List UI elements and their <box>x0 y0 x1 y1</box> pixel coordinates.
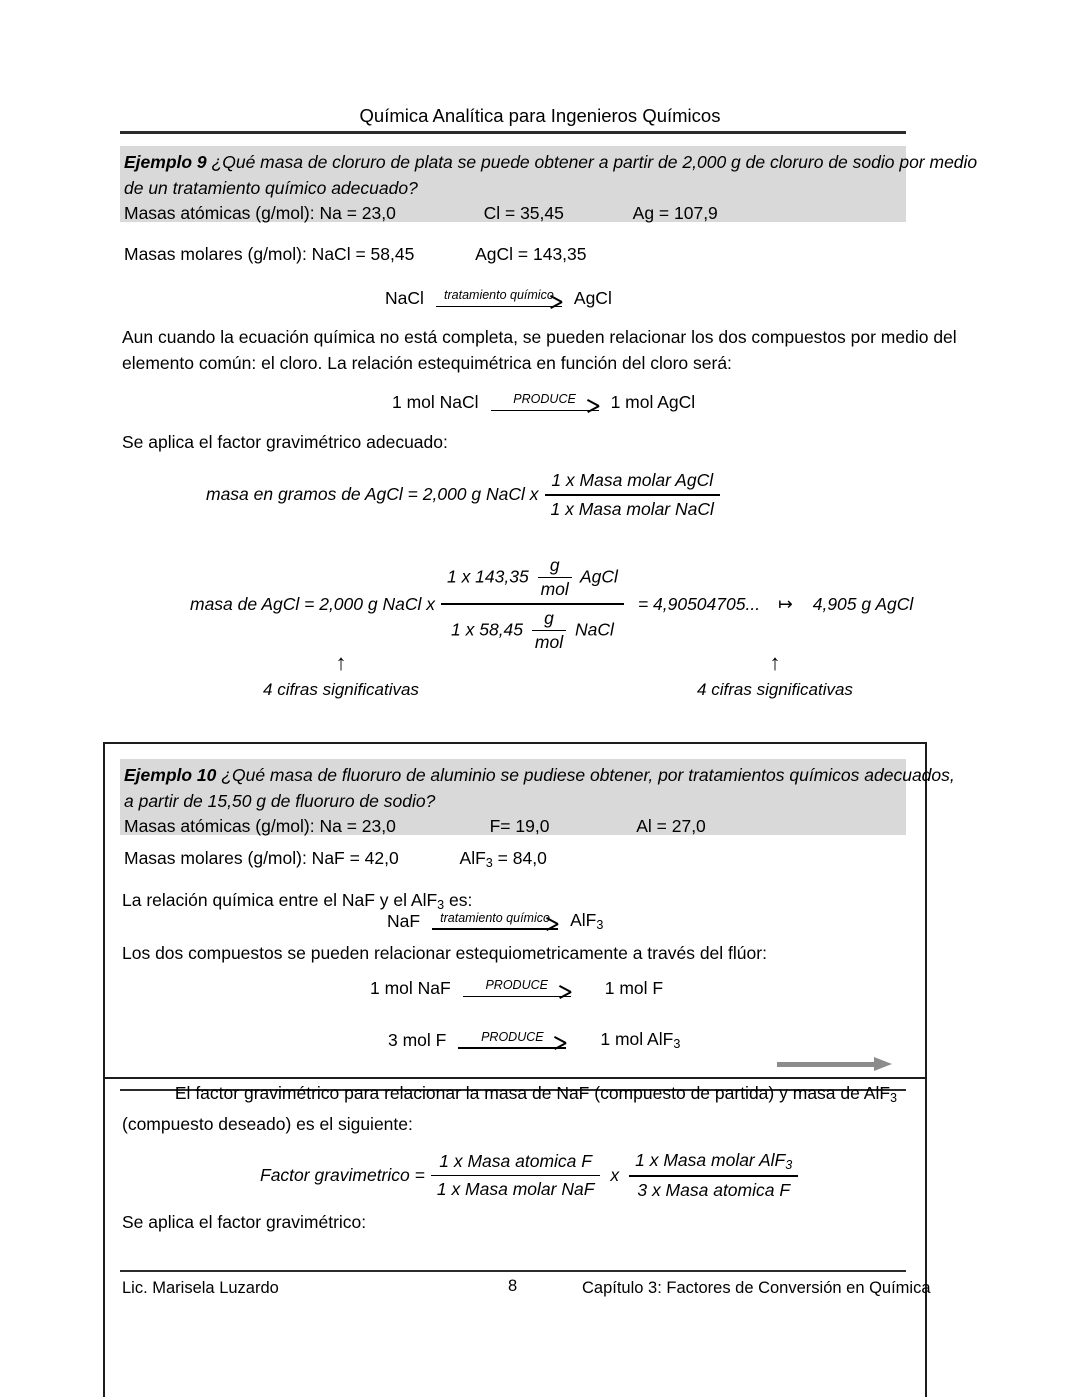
example9-den-unit-bottom: mol <box>534 632 564 653</box>
example10-relation-text: La relación química entre el NaF y el AlF$_3$ es: <box>122 890 473 913</box>
example9-symbolic-numerator: 1 x Masa molar AgCl <box>551 470 714 490</box>
example9-molar-masses-label: Masas molares (g/mol): NaCl = 58,45 <box>124 244 415 264</box>
example9-symbolic-formula-lead: masa en gramos de AgCl = 2,000 g NaCl x <box>206 484 539 505</box>
example10-reaction-arrow-label: tratamiento químico <box>440 910 550 925</box>
example9-molar-masses <box>124 242 587 267</box>
example10-question-line1: ¿Qué masa de fluoruro de aluminio se pudiese obtener, por tratamientos químicos adecuados, <box>221 765 955 785</box>
example10-label: Ejemplo 10 <box>124 765 217 785</box>
up-arrow-icon: ↑ <box>335 650 347 675</box>
footer-page-number: 8 <box>508 1277 518 1295</box>
example10-factor-fraction-2 <box>629 1150 798 1201</box>
maps-to-icon: ↦ <box>778 593 793 614</box>
example10-box-top-border <box>103 742 927 744</box>
example10-atomic-mass-al: Al = 27,0 <box>636 816 706 836</box>
example10-reaction-arrow-group <box>387 910 603 932</box>
example9-mole-relation-left: 1 mol NaCl <box>392 392 479 412</box>
example10-mole-relation-2-right: 1 mol AlF$_3$ <box>600 1029 681 1052</box>
example9-sigfig-right-text: 4 cifras significativas <box>697 680 853 699</box>
header-rule <box>120 131 906 134</box>
footer-chapter: Capítulo 3: Factores de Conversión en Química <box>582 1279 931 1297</box>
example10-f1-denominator: 1 x Masa molar NaF <box>436 1179 595 1200</box>
example10-molar-masses-label: Masas molares (g/mol): NaF = 42,0 <box>124 848 399 868</box>
gram-per-mol-unit <box>532 608 566 653</box>
example10-molar-masses <box>124 846 547 876</box>
example9-reaction-right: AgCl <box>573 288 612 308</box>
example9-num-suffix: AgCl <box>580 566 618 587</box>
example9-numeric-numerator <box>441 555 624 600</box>
example9-numeric-formula-lead: masa de AgCl = 2,000 g NaCl x <box>190 593 435 614</box>
example10-factor-fraction-1 <box>431 1151 601 1201</box>
example9-question-line1: ¿Qué masa de cloruro de plata se puede obtener a partir de 2,000 g de cloruro de sodio por medio <box>211 152 978 172</box>
reaction-arrow-icon <box>436 290 562 308</box>
produce-arrow-icon <box>491 394 599 412</box>
example10-reaction-right: AlF$_3$ <box>570 910 604 933</box>
example9-numeric-formula <box>190 555 913 653</box>
example10-mole-relation-2-left: 3 mol F <box>388 1029 447 1050</box>
example9-question-line2: de un tratamiento químico adecuado? <box>124 177 418 198</box>
footer-author: Lic. Marisela Luzardo <box>122 1279 279 1297</box>
produce-arrow-icon <box>463 980 571 998</box>
example9-atomic-mass-cl: Cl = 35,45 <box>483 203 564 223</box>
multiplication-symbol: x <box>610 1164 620 1185</box>
example9-num-unit-bottom: mol <box>540 579 569 600</box>
example10-factor-paragraph-line1: El factor gravimétrico para relacionar la masa de NaF (compuesto de partida) y masa de AlF$_3$ <box>174 1083 898 1106</box>
example9-final-result: 4,905 g AgCl <box>812 593 914 614</box>
footer-rule <box>120 1270 906 1272</box>
subscript-3: 3 <box>596 918 604 933</box>
example9-explanation-line1: Aun cuando la ecuación química no está completa, se pueden relacionar los dos compuestos por medio del <box>122 327 957 347</box>
example9-sigfig-left-text: 4 cifras significativas <box>263 680 419 699</box>
example10-f1-numerator: 1 x Masa atomica F <box>439 1150 592 1171</box>
example10-mole-relation-2-arrow-label: PRODUCE <box>481 1029 544 1044</box>
example9-numeric-fraction <box>441 555 624 653</box>
example9-statement <box>124 150 978 227</box>
example10-question-line2: a partir de 15,50 g de fluoruro de sodio? <box>124 790 436 811</box>
grey-arrow-icon <box>777 1057 892 1071</box>
example9-label: Ejemplo 9 <box>124 152 207 172</box>
example10-molar-mass-alf3: AlF$_3$ = 84,0 <box>459 848 547 871</box>
example9-num-unit-top: g <box>549 555 560 575</box>
example10-factor-formula <box>260 1150 798 1201</box>
example10-f2-denominator: 3 x Masa atomica F <box>637 1179 791 1200</box>
example9-numeric-denominator <box>441 608 624 653</box>
up-arrow-icon: ↑ <box>769 650 781 675</box>
example9-mole-relation-group <box>392 392 695 413</box>
page-header: Química Analítica para Ingenieros Químicos <box>359 105 721 126</box>
example9-sigfig-right-callout <box>690 652 860 700</box>
example10-mole-relation-1-left: 1 mol NaF <box>370 978 451 998</box>
produce-arrow-icon <box>458 1031 566 1049</box>
example9-symbolic-fraction <box>545 470 720 520</box>
example9-den-prefix: 1 x 58,45 <box>451 619 524 640</box>
example10-factor-formula-lead: Factor gravimetrico = <box>260 1164 425 1185</box>
example9-symbolic-denominator: 1 x Masa molar NaCl <box>550 498 714 519</box>
example9-num-prefix: 1 x 143,35 <box>446 566 529 587</box>
example10-mole-relation-1-right: 1 mol F <box>604 978 664 998</box>
example10-apply-factor-text: Se aplica el factor gravimétrico: <box>122 1212 367 1232</box>
example10-box-right-border <box>925 742 927 1397</box>
example9-apply-factor-text: Se aplica el factor gravimétrico adecuado: <box>122 432 448 452</box>
subscript-3: 3 <box>785 1158 793 1173</box>
example10-mole-relation-1-arrow-label: PRODUCE <box>485 978 548 993</box>
example9-mole-relation-right: 1 mol AgCl <box>610 392 696 412</box>
subscript-3: 3 <box>673 1037 681 1052</box>
example10-statement <box>124 763 955 840</box>
example10-factor-paragraph <box>122 1080 908 1137</box>
example9-sigfig-left-callout <box>256 652 426 700</box>
example10-alf3-inline: AlF$_3$ <box>863 1083 898 1106</box>
example9-molar-mass-agcl: AgCl = 143,35 <box>475 244 587 264</box>
example9-reaction-arrow-label: tratamiento químico <box>444 288 554 303</box>
example10-f2-numerator: 1 x Masa molar AlF$_3$ <box>635 1150 793 1173</box>
subscript-3: 3 <box>890 1091 898 1106</box>
example9-reaction-left: NaCl <box>385 288 424 308</box>
subscript-3: 3 <box>485 856 493 871</box>
example10-stoich-text: Los dos compuestos se pueden relacionar estequiometricamente a través del flúor: <box>122 943 767 963</box>
example9-den-unit-top: g <box>544 607 554 628</box>
example10-reaction-left: NaF <box>387 910 421 931</box>
example9-den-suffix: NaCl <box>574 619 614 640</box>
example9-atomic-mass-ag: Ag = 107,9 <box>632 203 718 223</box>
example10-mole-relation-2-group <box>388 1029 680 1051</box>
example10-atomic-masses-label: Masas atómicas (g/mol): Na = 23,0 <box>124 816 396 836</box>
example9-mole-relation-arrow-label: PRODUCE <box>513 392 576 407</box>
example10-factor-paragraph-line2: (compuesto deseado) es el siguiente: <box>122 1114 413 1135</box>
example10-box-left-border <box>103 742 105 1397</box>
example10-box-bottom-border <box>103 1077 927 1079</box>
example9-symbolic-formula <box>206 470 720 520</box>
reaction-arrow-icon <box>432 912 558 930</box>
gram-per-mol-unit <box>538 555 572 600</box>
example9-explanation-line2: elemento común: el cloro. La relación estequimétrica en función del cloro será: <box>122 353 732 373</box>
example9-raw-result: = 4,90504705... <box>637 593 761 614</box>
subscript-3: 3 <box>437 898 445 913</box>
example9-reaction-arrow-group <box>385 288 612 309</box>
example9-atomic-masses-label: Masas atómicas (g/mol): Na = 23,0 <box>124 203 396 223</box>
example10-mole-relation-1-group <box>370 978 663 999</box>
example10-atomic-mass-f: F= 19,0 <box>489 816 550 836</box>
